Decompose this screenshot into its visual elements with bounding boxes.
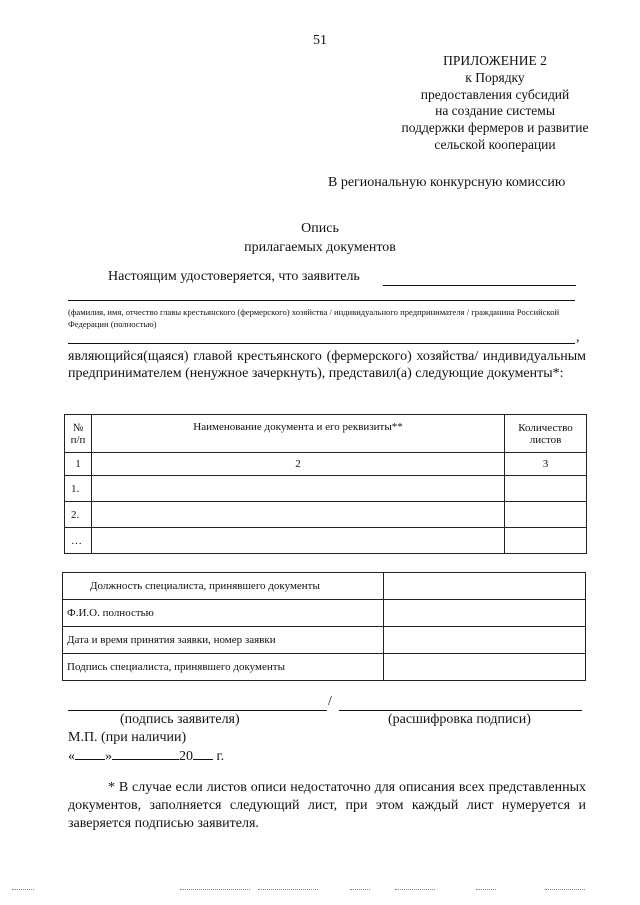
- date-row: [68, 747, 224, 765]
- specialist-name-label: Ф.И.О. полностью: [63, 600, 384, 627]
- column-header-sheets: Количество листов: [505, 415, 587, 453]
- sheet-count-cell[interactable]: [505, 502, 587, 528]
- table-cell: 1: [65, 453, 92, 476]
- appendix-line: к Порядку: [465, 69, 525, 85]
- specialist-position-field[interactable]: [384, 573, 586, 600]
- table-cell: 3: [505, 453, 587, 476]
- statement-paragraph: являющийся(щаяся) главой крестьянского (фермерского) хозяйства/ индивидуальным предпринимателем (ненужное зачеркнуть), представил(а) следующие документы*:: [68, 349, 586, 381]
- applicant-signature-line[interactable]: [68, 710, 327, 711]
- applicant-name-field[interactable]: [383, 285, 576, 286]
- column-header-document: Наименование документа и его реквизиты**: [91, 415, 504, 453]
- sheet-count-cell[interactable]: [505, 528, 587, 554]
- month-field[interactable]: [112, 747, 179, 760]
- table-row: [63, 654, 586, 681]
- date-century: 20: [179, 749, 193, 764]
- appendix-line: поддержки фермеров и развитие: [401, 120, 589, 136]
- page-number: 51: [313, 33, 327, 48]
- applicant-extra-line[interactable]: [68, 343, 575, 344]
- appendix-line: сельской кооперации: [434, 136, 556, 152]
- table-row: [65, 502, 587, 528]
- specialist-name-field[interactable]: [384, 600, 586, 627]
- table-numbers-row: [65, 453, 587, 476]
- stamp-label: М.П. (при наличии): [68, 730, 187, 745]
- document-name-cell[interactable]: [91, 476, 504, 502]
- documents-table: [64, 414, 587, 554]
- scan-artifact-dots: [0, 889, 640, 893]
- specialist-table: [62, 572, 586, 681]
- table-header-row: [65, 415, 587, 453]
- signature-decode-label: (расшифровка подписи): [388, 712, 531, 727]
- table-cell: 2: [91, 453, 504, 476]
- date-close-quote: »: [105, 749, 112, 764]
- certify-text: Настоящим удостоверяется, что заявитель: [108, 269, 360, 284]
- row-number: 1.: [65, 476, 92, 502]
- specialist-signature-label: Подпись специалиста, принявшего документы: [63, 654, 384, 681]
- row-number: …: [65, 528, 92, 554]
- applicant-signature-label: (подпись заявителя): [120, 712, 240, 727]
- document-name-cell[interactable]: [91, 502, 504, 528]
- appendix-header: [355, 53, 635, 154]
- addressee: В региональную конкурсную комиссию: [328, 175, 566, 190]
- comma: ,: [576, 330, 580, 345]
- document-name-cell[interactable]: [91, 528, 504, 554]
- appendix-line: предоставления субсидий: [420, 86, 570, 102]
- table-row: [63, 600, 586, 627]
- signature-decode-line[interactable]: [339, 710, 582, 711]
- sheet-count-cell[interactable]: [505, 476, 587, 502]
- footnote: * В случае если листов описи недостаточно для описания всех представленных документов, заполняется следующий лист, при этом каждый лист нумеруется и заверяется подписью заявителя.: [68, 780, 586, 831]
- table-row: [65, 528, 587, 554]
- acceptance-date-label: Дата и время принятия заявки, номер заявки: [63, 627, 384, 654]
- day-field[interactable]: [75, 747, 105, 760]
- year-field[interactable]: [193, 747, 213, 760]
- specialist-signature-field[interactable]: [384, 654, 586, 681]
- table-row: [63, 627, 586, 654]
- specialist-position-label: Должность специалиста, принявшего документы: [63, 573, 384, 600]
- table-row: [63, 573, 586, 600]
- row-number: 2.: [65, 502, 92, 528]
- date-open-quote: «: [68, 749, 75, 764]
- title-line: прилагаемых документов: [244, 240, 396, 255]
- document-title: [0, 219, 640, 257]
- applicant-name-field-line[interactable]: [68, 300, 575, 301]
- signature-separator: /: [328, 694, 332, 709]
- name-caption: (фамилия, имя, отчество главы крестьянского (фермерского) хозяйства / индивидуального предпринимателя / гражданина Российской Федерации (полностью): [68, 307, 560, 329]
- title-line: Опись: [301, 221, 339, 236]
- acceptance-date-field[interactable]: [384, 627, 586, 654]
- date-suffix: г.: [216, 749, 225, 764]
- appendix-line: на создание системы: [435, 103, 555, 119]
- appendix-line: ПРИЛОЖЕНИЕ 2: [443, 53, 547, 68]
- column-header-number: № п/п: [65, 415, 92, 453]
- table-row: [65, 476, 587, 502]
